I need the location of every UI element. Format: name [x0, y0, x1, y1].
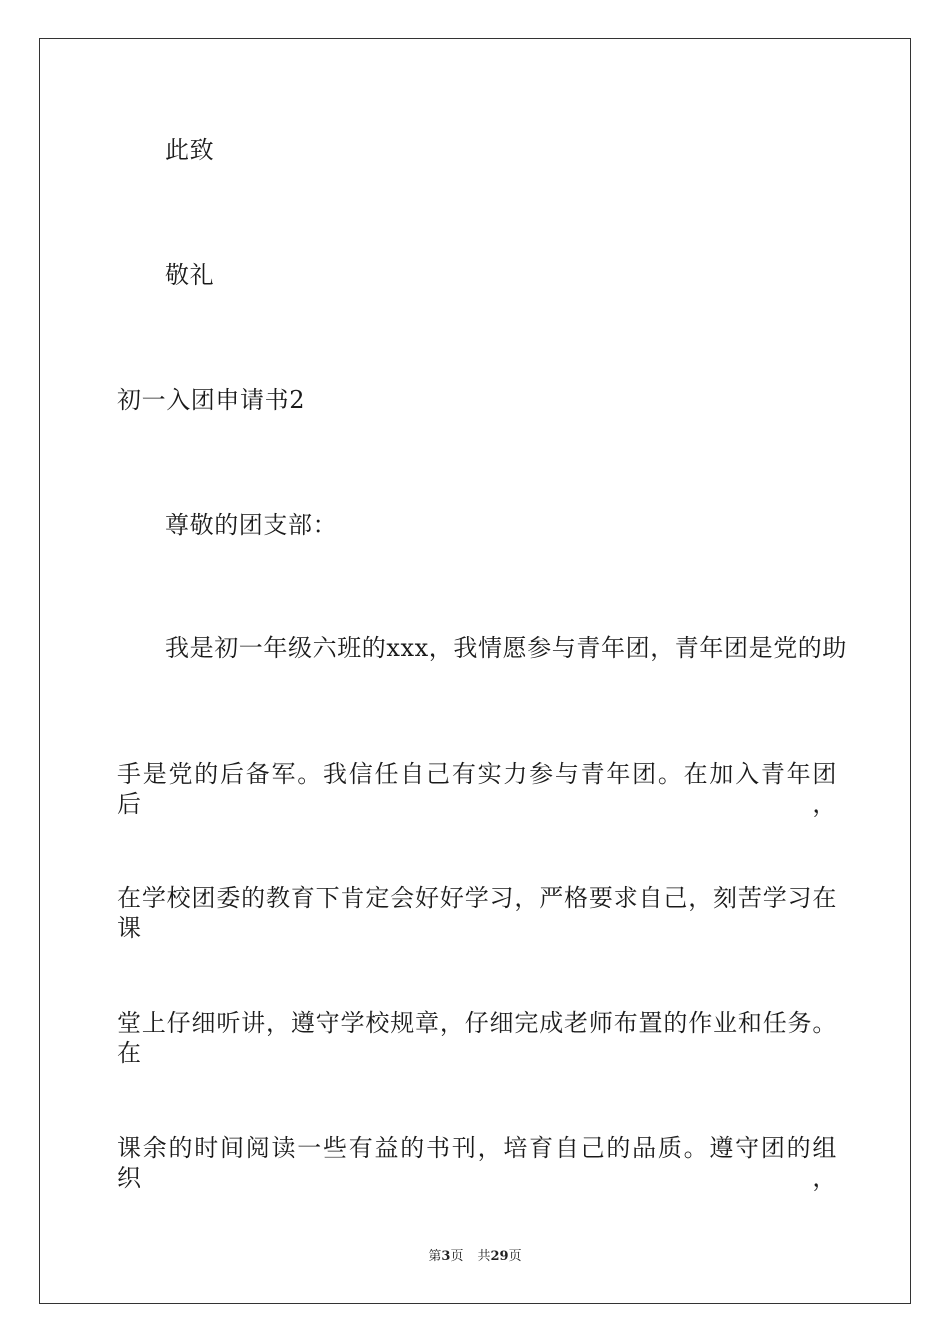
footer-page-suffix: 页 [450, 1249, 464, 1264]
paragraph-line: 在学校团委的教育下肯定会好好学习，严格要求自己，刻苦学习在课 [117, 884, 837, 942]
paragraph-line: 课余的时间阅读一些有益的书刊，培育自己的品质。遵守团的组织， [117, 1134, 837, 1192]
salutation-line: 敬礼 [165, 261, 215, 289]
section-title: 初一入团申请书2 [117, 386, 306, 414]
page-border [39, 38, 911, 1304]
current-page-number: 3 [441, 1249, 451, 1264]
footer-prefix: 第 [428, 1249, 442, 1264]
footer-total-prefix: 共 [477, 1249, 491, 1264]
page-footer [0, 1248, 950, 1266]
greeting-line: 尊敬的团支部： [165, 511, 338, 539]
closing-line: 此致 [165, 136, 215, 164]
paragraph-line: 手是党的后备军。我信任自己有实力参与青年团。在加入青年团后， [117, 760, 837, 818]
footer-total-suffix: 页 [508, 1249, 522, 1264]
paragraph-line: 我是初一年级六班的xxx，我情愿参与青年团，青年团是党的助 [165, 634, 848, 662]
paragraph-line: 堂上仔细听讲，遵守学校规章，仔细完成老师布置的作业和任务。在 [117, 1009, 837, 1067]
total-pages-number: 29 [490, 1249, 509, 1264]
